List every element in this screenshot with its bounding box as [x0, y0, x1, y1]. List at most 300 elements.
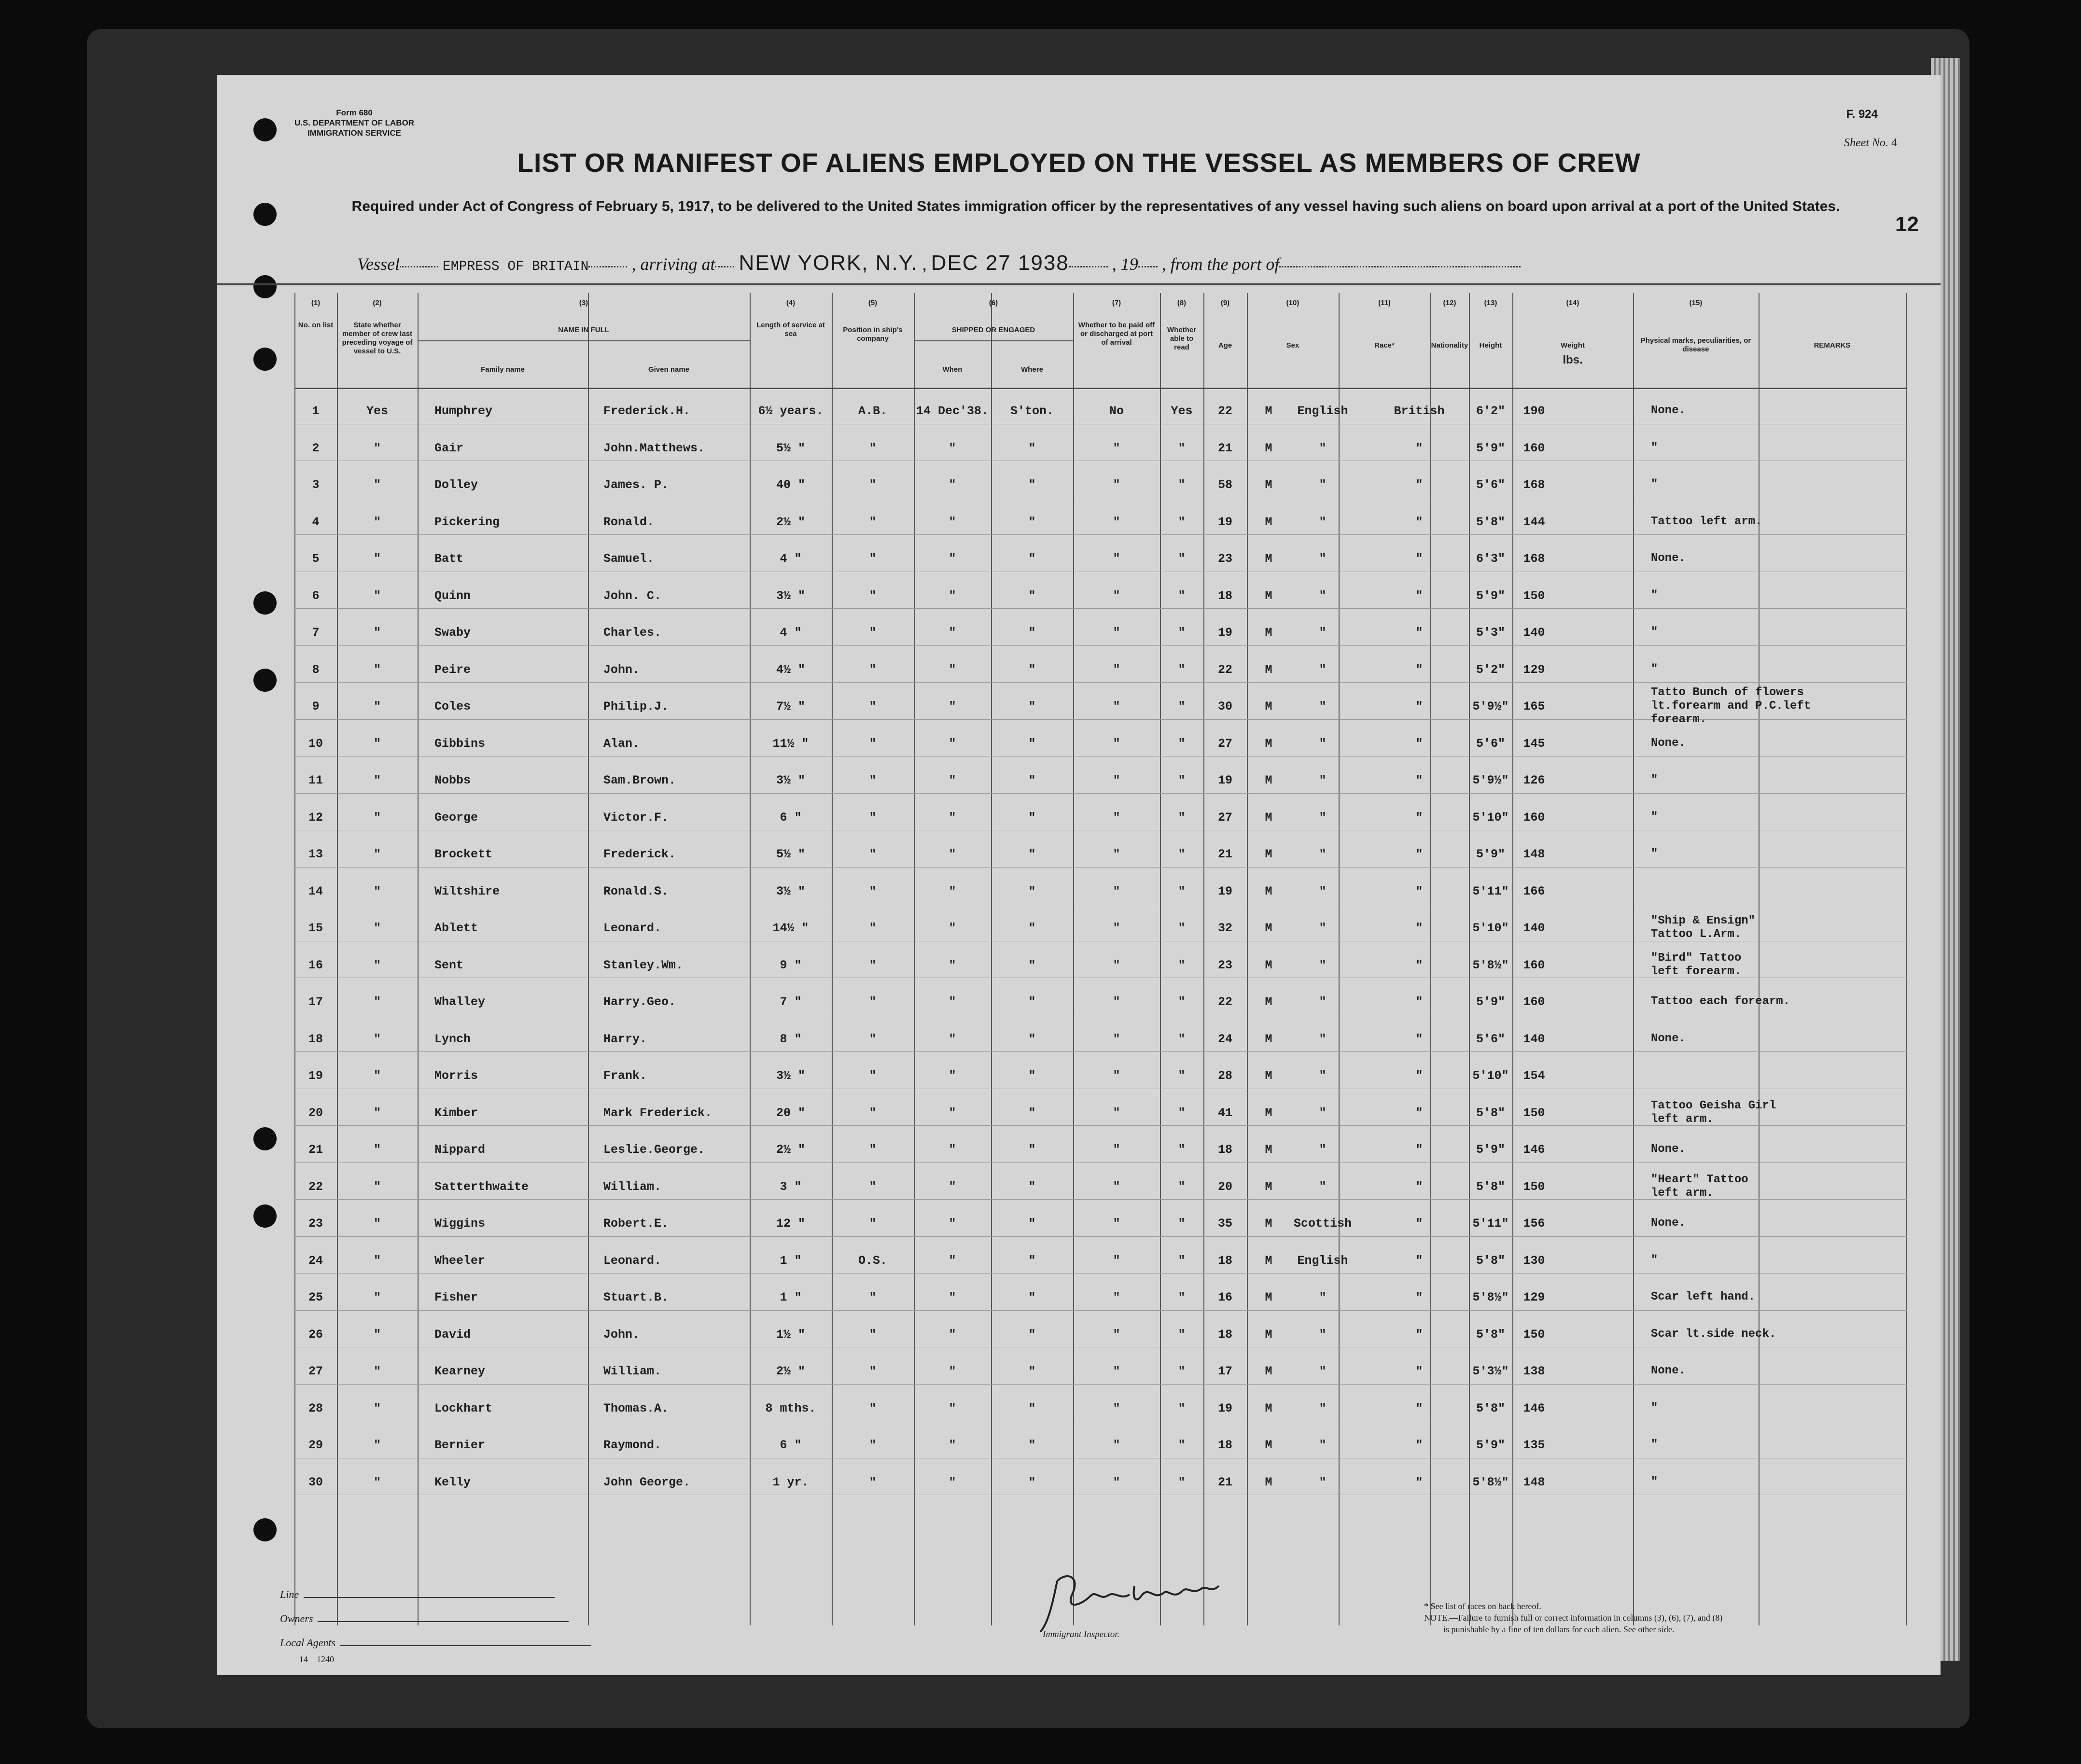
punch-hole-icon	[253, 118, 277, 141]
cell-no: 25	[308, 1290, 323, 1304]
cell-where: "	[1028, 1475, 1036, 1489]
cell-position: "	[869, 810, 877, 825]
cell-weight: 150	[1523, 588, 1545, 603]
cell-when: "	[949, 441, 956, 455]
cell-when: "	[949, 588, 956, 603]
cell-family: Dolley	[434, 478, 478, 492]
cell-age: 21	[1217, 1475, 1232, 1489]
cell-paid: "	[1113, 1106, 1120, 1120]
cell-marks: "	[1651, 478, 1658, 491]
col-header-able-to-read: Whether able to read	[1167, 326, 1196, 351]
row-rule	[294, 608, 1907, 609]
cell-race: "	[1319, 1401, 1327, 1415]
cell-read: Yes	[1171, 404, 1193, 418]
port-label: , from the port of	[1161, 254, 1280, 274]
cell-height: 5'3"	[1476, 626, 1505, 640]
cell-nat: "	[1415, 1438, 1423, 1452]
cell-service: 3½ "	[776, 588, 805, 603]
cell-marks: "	[1651, 1253, 1658, 1267]
punch-hole-icon	[253, 669, 277, 692]
cell-weight: 148	[1523, 847, 1545, 861]
manifest-page	[217, 75, 1941, 1675]
arrival-date-stamp: DEC 27 1938	[931, 251, 1069, 275]
cell-service: 6 "	[780, 810, 802, 825]
col-num: (4)	[786, 299, 796, 307]
cell-given: William.	[603, 1179, 662, 1194]
cell-height: 5'9"	[1476, 1438, 1505, 1452]
cell-family: Wheeler	[434, 1253, 486, 1268]
cell-family: Nippard	[434, 1143, 486, 1157]
cell-nat: "	[1415, 588, 1423, 603]
form-line: Form 680	[336, 108, 373, 117]
col-header-position: Position in ship's company	[843, 326, 903, 343]
cell-sex: M	[1265, 773, 1272, 787]
row-rule	[294, 1310, 1907, 1311]
cell-read: "	[1178, 1253, 1186, 1268]
cell-position: "	[869, 1179, 877, 1194]
local-agents-field	[280, 1637, 591, 1649]
cell-sex: M	[1265, 478, 1272, 492]
cell-age: 19	[1217, 1401, 1232, 1415]
cell-prev: "	[373, 995, 381, 1009]
cell-nat: "	[1415, 1143, 1423, 1157]
cell-when: "	[949, 1364, 956, 1378]
cell-when: "	[949, 1106, 956, 1120]
punch-hole-icon	[253, 203, 277, 226]
cell-race: "	[1319, 884, 1327, 898]
cell-nat: "	[1415, 884, 1423, 898]
cell-marks: "	[1651, 1475, 1658, 1488]
cell-when: "	[949, 1438, 956, 1452]
cell-given: Raymond.	[603, 1438, 662, 1452]
cell-age: 21	[1217, 847, 1232, 861]
cell-given: Samuel.	[603, 552, 655, 566]
cell-no: 10	[308, 736, 323, 751]
cell-age: 19	[1217, 884, 1232, 898]
cell-nat: "	[1415, 1253, 1423, 1268]
cell-paid: "	[1113, 1364, 1120, 1378]
cell-marks: Tattoo each forearm.	[1651, 995, 1790, 1008]
cell-weight: 168	[1523, 552, 1545, 566]
cell-where: "	[1028, 1143, 1036, 1157]
col-num: (3)	[579, 299, 588, 307]
cell-position: "	[869, 588, 877, 603]
col-num: (12)	[1443, 299, 1456, 307]
col-num: (13)	[1484, 299, 1497, 307]
cell-nat: "	[1415, 921, 1423, 935]
cell-prev: "	[373, 1401, 381, 1415]
cell-when: "	[949, 1253, 956, 1268]
cell-position: "	[869, 958, 877, 972]
cell-read: "	[1178, 515, 1186, 529]
cell-race: "	[1319, 588, 1327, 603]
cell-sex: M	[1265, 588, 1272, 603]
cell-position: "	[869, 847, 877, 861]
col-header-length-of-service: Length of service at sea	[756, 321, 825, 338]
cell-paid: "	[1113, 441, 1120, 455]
cell-nat: "	[1415, 958, 1423, 972]
cell-age: 19	[1217, 773, 1232, 787]
cell-read: "	[1178, 773, 1186, 787]
cell-family: George	[434, 810, 478, 825]
cell-position: "	[869, 478, 877, 492]
cell-race: "	[1319, 921, 1327, 935]
cell-sex: M	[1265, 552, 1272, 566]
cell-marks: None.	[1651, 1032, 1686, 1045]
cell-age: 18	[1217, 588, 1232, 603]
cell-height: 5'9"	[1476, 995, 1505, 1009]
cell-service: 6 "	[780, 1438, 802, 1452]
cell-when: "	[949, 1179, 956, 1194]
cell-prev: "	[373, 1290, 381, 1304]
cell-where: "	[1028, 1217, 1036, 1231]
cell-sex: M	[1265, 1179, 1272, 1194]
cell-marks: None.	[1651, 1217, 1686, 1230]
cell-race: "	[1319, 700, 1327, 714]
cell-where: "	[1028, 773, 1036, 787]
cell-height: 6'3"	[1476, 552, 1505, 566]
cell-paid: "	[1113, 1179, 1120, 1194]
cell-when: "	[949, 773, 956, 787]
cell-position: "	[869, 1438, 877, 1452]
cell-race: "	[1319, 995, 1327, 1009]
cell-family: Batt	[434, 552, 464, 566]
cell-no: 7	[312, 626, 320, 640]
cell-when: "	[949, 1475, 956, 1489]
cell-weight: 150	[1523, 1106, 1545, 1120]
cell-sex: M	[1265, 810, 1272, 825]
cell-when: "	[949, 958, 956, 972]
cell-position: "	[869, 921, 877, 935]
cell-height: 5'6"	[1476, 478, 1505, 492]
cell-weight: 166	[1523, 884, 1545, 898]
cell-age: 17	[1217, 1364, 1232, 1378]
col-num: (9)	[1220, 299, 1230, 307]
cell-marks: "	[1651, 662, 1658, 676]
cell-paid: "	[1113, 1143, 1120, 1157]
cell-sex: M	[1265, 847, 1272, 861]
cell-nat: "	[1415, 626, 1423, 640]
cell-when: "	[949, 478, 956, 492]
cell-when: "	[949, 1290, 956, 1304]
cell-sex: M	[1265, 736, 1272, 751]
cell-sex: M	[1265, 1253, 1272, 1268]
cell-service: 7 "	[780, 995, 802, 1009]
cell-weight: 168	[1523, 478, 1545, 492]
col-header-remarks: REMARKS	[1814, 341, 1851, 350]
cell-sex: M	[1265, 1401, 1272, 1415]
cell-service: 1 "	[780, 1253, 802, 1268]
cell-sex: M	[1265, 404, 1272, 418]
col-num: (5)	[868, 299, 878, 307]
cell-race: "	[1319, 1327, 1327, 1342]
cell-no: 23	[308, 1217, 323, 1231]
col-num: (2)	[373, 299, 382, 307]
form-identifier	[294, 108, 414, 138]
cell-sex: M	[1265, 700, 1272, 714]
cell-read: "	[1178, 847, 1186, 861]
cell-read: "	[1178, 921, 1186, 935]
cell-age: 41	[1217, 1106, 1232, 1120]
cell-no: 30	[308, 1475, 323, 1489]
cell-when: "	[949, 1401, 956, 1415]
cell-race: "	[1319, 1364, 1327, 1378]
cell-given: Mark Frederick.	[603, 1106, 712, 1120]
cell-position: "	[869, 552, 877, 566]
cell-marks: "Bird" Tattoo left forearm.	[1651, 951, 1742, 978]
cell-given: Leonard.	[603, 1253, 662, 1268]
cell-family: Coles	[434, 700, 471, 714]
cell-where: "	[1028, 736, 1036, 751]
cell-paid: "	[1113, 1290, 1120, 1304]
form-code: 14—1240	[299, 1654, 334, 1664]
cell-age: 24	[1217, 1032, 1232, 1046]
cell-position: "	[869, 884, 877, 898]
cell-sex: M	[1265, 1217, 1272, 1231]
cell-service: 4½ "	[776, 662, 805, 677]
cell-where: "	[1028, 1327, 1036, 1342]
cell-prev: "	[373, 662, 381, 677]
cell-position: "	[869, 1143, 877, 1157]
cell-given: Ronald.	[603, 515, 655, 529]
cell-service: 6½ years.	[758, 404, 824, 418]
cell-height: 5'10"	[1472, 1069, 1509, 1083]
cell-where: "	[1028, 588, 1036, 603]
cell-position: "	[869, 626, 877, 640]
cell-family: Ablett	[434, 921, 478, 935]
cell-family: Kearney	[434, 1364, 486, 1378]
cell-where: "	[1028, 1401, 1036, 1415]
cell-weight: 129	[1523, 662, 1545, 677]
row-rule	[294, 867, 1907, 868]
cell-weight: 144	[1523, 515, 1545, 529]
punch-hole-icon	[253, 591, 277, 615]
cell-marks: Tatto Bunch of flowers lt.forearm and P.C.left forearm.	[1651, 686, 1811, 726]
cell-age: 18	[1217, 1253, 1232, 1268]
cell-read: "	[1178, 700, 1186, 714]
cell-service: 11½ "	[772, 736, 809, 751]
cell-sex: M	[1265, 1290, 1272, 1304]
cell-paid: "	[1113, 958, 1120, 972]
cell-weight: 146	[1523, 1143, 1545, 1157]
cell-nat: "	[1415, 700, 1423, 714]
inspector-caption: Immigrant Inspector.	[1043, 1629, 1120, 1639]
cell-marks: "	[1651, 588, 1658, 602]
cell-read: "	[1178, 1032, 1186, 1046]
cell-weight: 140	[1523, 921, 1545, 935]
owners-field	[280, 1612, 569, 1625]
cell-marks: None.	[1651, 736, 1686, 750]
cell-race: English	[1297, 404, 1348, 418]
cell-height: 5'9½"	[1472, 700, 1509, 714]
cell-prev: "	[373, 773, 381, 787]
header-divider	[217, 283, 1941, 285]
cell-paid: "	[1113, 1475, 1120, 1489]
punch-hole-icon	[253, 348, 277, 371]
footnote-races: * See list of races on back hereof.	[1424, 1601, 1541, 1611]
cell-position: "	[869, 1032, 877, 1046]
cell-service: 2½ "	[776, 1364, 805, 1378]
cell-position: O.S.	[858, 1253, 887, 1268]
cell-when: "	[949, 1143, 956, 1157]
cell-read: "	[1178, 1290, 1186, 1304]
cell-where: "	[1028, 700, 1036, 714]
cell-race: "	[1319, 1032, 1327, 1046]
cell-sex: M	[1265, 1143, 1272, 1157]
cell-marks: Scar left hand.	[1651, 1290, 1756, 1303]
cell-when: "	[949, 626, 956, 640]
cell-prev: "	[373, 736, 381, 751]
cell-position: "	[869, 441, 877, 455]
cell-marks: "	[1651, 626, 1658, 639]
cell-position: "	[869, 1475, 877, 1489]
cell-prev: "	[373, 626, 381, 640]
row-rule	[294, 1384, 1907, 1385]
line-field	[280, 1588, 555, 1601]
cell-height: 5'8"	[1476, 1106, 1505, 1120]
cell-service: 8 "	[780, 1032, 802, 1046]
col-header-name: NAME IN FULL	[558, 326, 609, 334]
cell-read: "	[1178, 884, 1186, 898]
cell-given: Sam.Brown.	[603, 773, 676, 787]
cell-no: 29	[308, 1438, 323, 1452]
cell-position: "	[869, 1401, 877, 1415]
cell-age: 58	[1217, 478, 1232, 492]
cell-weight: 150	[1523, 1179, 1545, 1194]
cell-age: 19	[1217, 515, 1232, 529]
cell-marks: None.	[1651, 404, 1686, 417]
cell-nat: "	[1415, 847, 1423, 861]
cell-age: 18	[1217, 1327, 1232, 1342]
cell-nat: "	[1415, 1069, 1423, 1083]
cell-paid: No	[1109, 404, 1124, 418]
row-rule	[294, 1236, 1907, 1237]
cell-where: "	[1028, 884, 1036, 898]
cell-no: 21	[308, 1143, 323, 1157]
cell-race: "	[1319, 810, 1327, 825]
cell-weight: 135	[1523, 1438, 1545, 1452]
cell-prev: "	[373, 958, 381, 972]
cell-prev: "	[373, 884, 381, 898]
cell-when: "	[949, 847, 956, 861]
cell-when: "	[949, 515, 956, 529]
cell-where: "	[1028, 1069, 1036, 1083]
cell-service: 3½ "	[776, 1069, 805, 1083]
cell-sex: M	[1265, 515, 1272, 529]
cell-family: Wiggins	[434, 1217, 486, 1231]
cell-position: "	[869, 1106, 877, 1120]
cell-paid: "	[1113, 552, 1120, 566]
cell-nat: "	[1415, 1475, 1423, 1489]
cell-service: 5½ "	[776, 847, 805, 861]
cell-paid: "	[1113, 1217, 1120, 1231]
vessel-label: Vessel	[357, 254, 400, 274]
cell-race: "	[1319, 1143, 1327, 1157]
cell-service: 5½ "	[776, 441, 805, 455]
cell-where: "	[1028, 1179, 1036, 1194]
cell-height: 5'6"	[1476, 1032, 1505, 1046]
cell-prev: "	[373, 552, 381, 566]
cell-read: "	[1178, 441, 1186, 455]
cell-given: John.	[603, 1327, 640, 1342]
cell-age: 18	[1217, 1143, 1232, 1157]
cell-family: Humphrey	[434, 404, 493, 418]
col-header-family-name: Family name	[481, 365, 525, 374]
cell-no: 4	[312, 515, 320, 529]
cell-position: "	[869, 736, 877, 751]
cell-given: Robert.E.	[603, 1217, 669, 1231]
cell-paid: "	[1113, 1032, 1120, 1046]
cell-where: "	[1028, 1438, 1036, 1452]
cell-no: 19	[308, 1069, 323, 1083]
col-header-paid-off: Whether to be paid off or discharged at port of arrival	[1078, 321, 1155, 347]
cell-height: 5'8"	[1476, 515, 1505, 529]
cell-nat: "	[1415, 552, 1423, 566]
cell-read: "	[1178, 552, 1186, 566]
cell-family: Swaby	[434, 626, 471, 640]
cell-nat: "	[1415, 478, 1423, 492]
cell-given: Frederick.H.	[603, 404, 691, 418]
cell-given: Charles.	[603, 626, 662, 640]
form-number: F. 924	[1846, 108, 1878, 121]
cell-no: 14	[308, 884, 323, 898]
cell-family: Nobbs	[434, 773, 471, 787]
cell-paid: "	[1113, 773, 1120, 787]
cell-paid: "	[1113, 995, 1120, 1009]
cell-age: 20	[1217, 1179, 1232, 1194]
cell-given: James. P.	[603, 478, 669, 492]
cell-marks: None.	[1651, 1143, 1686, 1156]
cell-age: 28	[1217, 1069, 1232, 1083]
cell-prev: "	[373, 515, 381, 529]
cell-read: "	[1178, 1143, 1186, 1157]
col-header-height: Height	[1479, 341, 1502, 350]
cell-family: Peire	[434, 662, 471, 677]
cell-weight: 138	[1523, 1364, 1545, 1378]
cell-service: 40 "	[776, 478, 805, 492]
cell-height: 6'2"	[1476, 404, 1505, 418]
vessel-line: Vessel EMPRESS OF BRITAIN , arriving at NEW YORK, N.Y. , DEC 27 1938 , 19 , from the port of	[357, 251, 1521, 275]
row-rule	[294, 1051, 1907, 1052]
cell-where: "	[1028, 478, 1036, 492]
cell-nat: "	[1415, 515, 1423, 529]
cell-nat: "	[1415, 773, 1423, 787]
cell-age: 21	[1217, 441, 1232, 455]
cell-no: 5	[312, 552, 320, 566]
cell-sex: M	[1265, 441, 1272, 455]
cell-read: "	[1178, 736, 1186, 751]
col-num: (10)	[1286, 299, 1299, 307]
cell-age: 23	[1217, 958, 1232, 972]
cell-weight: 148	[1523, 1475, 1545, 1489]
cell-position: "	[869, 995, 877, 1009]
cell-race: "	[1319, 1475, 1327, 1489]
cell-given: Victor.F.	[603, 810, 669, 825]
cell-position: "	[869, 773, 877, 787]
cell-when: "	[949, 1217, 956, 1231]
col-header-previous-voyage: State whether member of crew last preceding voyage of vessel to U.S.	[342, 321, 413, 355]
cell-no: 27	[308, 1364, 323, 1378]
cell-paid: "	[1113, 662, 1120, 677]
cell-paid: "	[1113, 1438, 1120, 1452]
cell-position: "	[869, 1217, 877, 1231]
cell-no: 12	[308, 810, 323, 825]
cell-no: 17	[308, 995, 323, 1009]
cell-marks: None.	[1651, 552, 1686, 565]
cell-given: Stuart.B.	[603, 1290, 669, 1304]
cell-position: "	[869, 662, 877, 677]
weight-unit: lbs.	[1563, 353, 1583, 366]
